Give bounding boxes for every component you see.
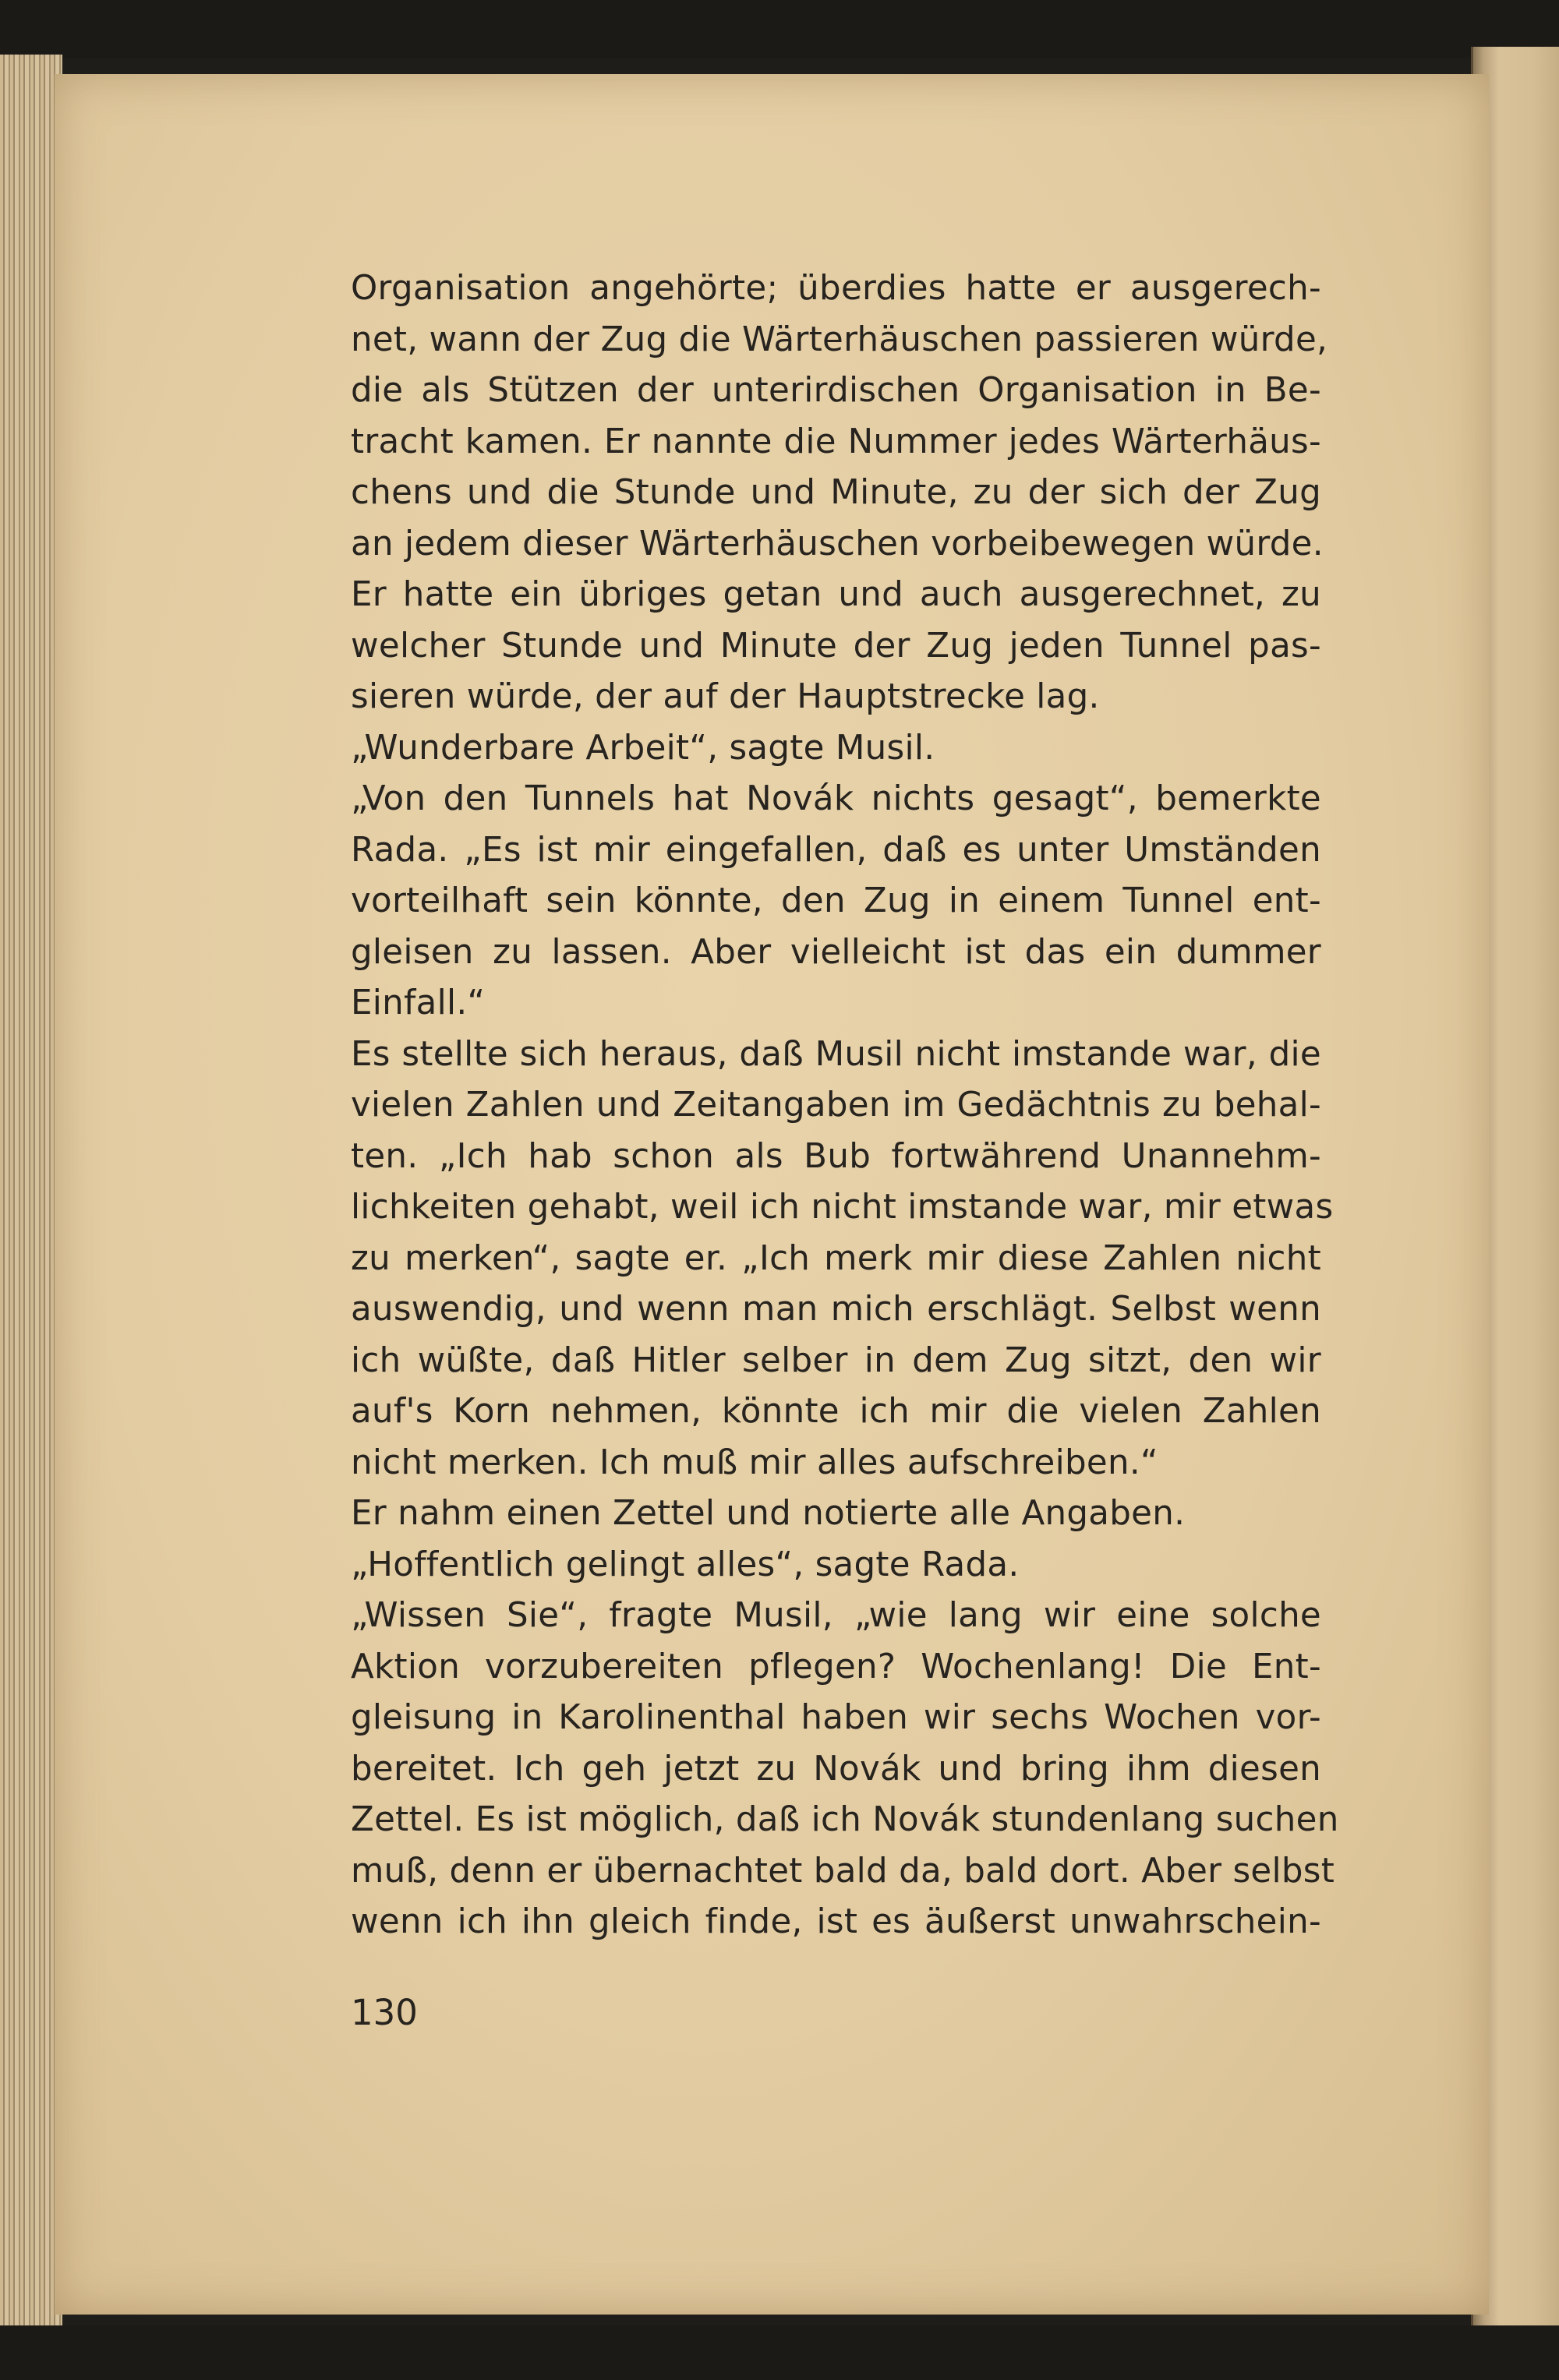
text-line: sieren würde, der auf der Hauptstrecke lag.	[351, 677, 1100, 716]
text-line: Es stellte sich heraus, daß Musil nicht imstande war, die	[351, 1034, 1321, 1074]
text-line: net, wann der Zug die Wärterhäuschen passieren würde,	[351, 320, 1328, 359]
text-line: lichkeiten gehabt, weil ich nicht imstande war, mir etwas	[351, 1188, 1334, 1227]
text-line: Organisation angehörte; überdies hatte er ausgerech-	[351, 269, 1321, 308]
text-line: „Wunderbare Arbeit“, sagte Musil.	[351, 728, 935, 768]
text-line: ich wüßte, daß Hitler selber in dem Zug sitzt, den wir	[351, 1340, 1321, 1380]
text-line: welcher Stunde und Minute der Zug jeden Tunnel pas-	[351, 626, 1321, 666]
text-line: Zettel. Es ist möglich, daß ich Novák stundenlang suchen	[351, 1800, 1339, 1839]
text-line: bereitet. Ich geh jetzt zu Novák und bring ihm diesen	[351, 1749, 1321, 1789]
text-line: gleisen zu lassen. Aber vielleicht ist das ein dummer	[351, 932, 1321, 972]
text-line: an jedem dieser Wärterhäuschen vorbeibewegen würde.	[351, 524, 1324, 563]
text-line: nicht merken. Ich muß mir alles aufschreiben.“	[351, 1442, 1158, 1482]
text-line: „Hoffentlich gelingt alles“, sagte Rada.	[351, 1545, 1020, 1584]
text-line: zu merken“, sagte er. „Ich merk mir diese Zahlen nicht	[351, 1238, 1321, 1278]
text-line: „Von den Tunnels hat Novák nichts gesagt“, bemerkte	[351, 779, 1321, 818]
page-stack-edges	[0, 55, 62, 2330]
text-line: tracht kamen. Er nannte die Nummer jedes Wärterhäus-	[351, 422, 1321, 461]
text-line: Einfall.“	[351, 983, 486, 1022]
scan-bottom-border	[0, 2325, 1559, 2380]
page-text	[351, 263, 1339, 1948]
text-line: Er hatte ein übriges getan und auch ausgerechnet, zu	[351, 575, 1321, 614]
text-line: muß, denn er übernachtet bald da, bald dort. Aber selbst	[351, 1851, 1335, 1891]
text-line: die als Stützen der unterirdischen Organisation in Be-	[351, 371, 1321, 410]
text-line: ten. „Ich hab schon als Bub fortwährend Unannehm-	[351, 1136, 1321, 1176]
text-line: wenn ich ihn gleich finde, ist es äußerst unwahrschein-	[351, 1902, 1321, 1941]
text-line: vielen Zahlen und Zeitangaben im Gedächtnis zu behal-	[351, 1086, 1321, 1125]
text-line: Rada. „Es ist mir eingefallen, daß es unter Umständen	[351, 830, 1321, 870]
page-number: 130	[351, 1992, 418, 2033]
text-line: auswendig, und wenn man mich erschlägt. Selbst wenn	[351, 1290, 1321, 1329]
text-line: chens und die Stunde und Minute, zu der sich der Zug	[351, 473, 1321, 512]
text-line: vorteilhaft sein könnte, den Zug in einem Tunnel ent-	[351, 881, 1321, 920]
text-line: „Wissen Sie“, fragte Musil, „wie lang wir eine solche	[351, 1596, 1321, 1635]
scan-top-border	[0, 0, 1559, 58]
text-line: Aktion vorzubereiten pflegen? Wochenlang! Die Ent-	[351, 1647, 1321, 1686]
text-line: gleisung in Karolinenthal haben wir sechs Wochen vor-	[351, 1698, 1321, 1737]
text-line: auf's Korn nehmen, könnte ich mir die vielen Zahlen	[351, 1392, 1321, 1431]
text-line: Er nahm einen Zettel und notierte alle Angaben.	[351, 1494, 1186, 1533]
